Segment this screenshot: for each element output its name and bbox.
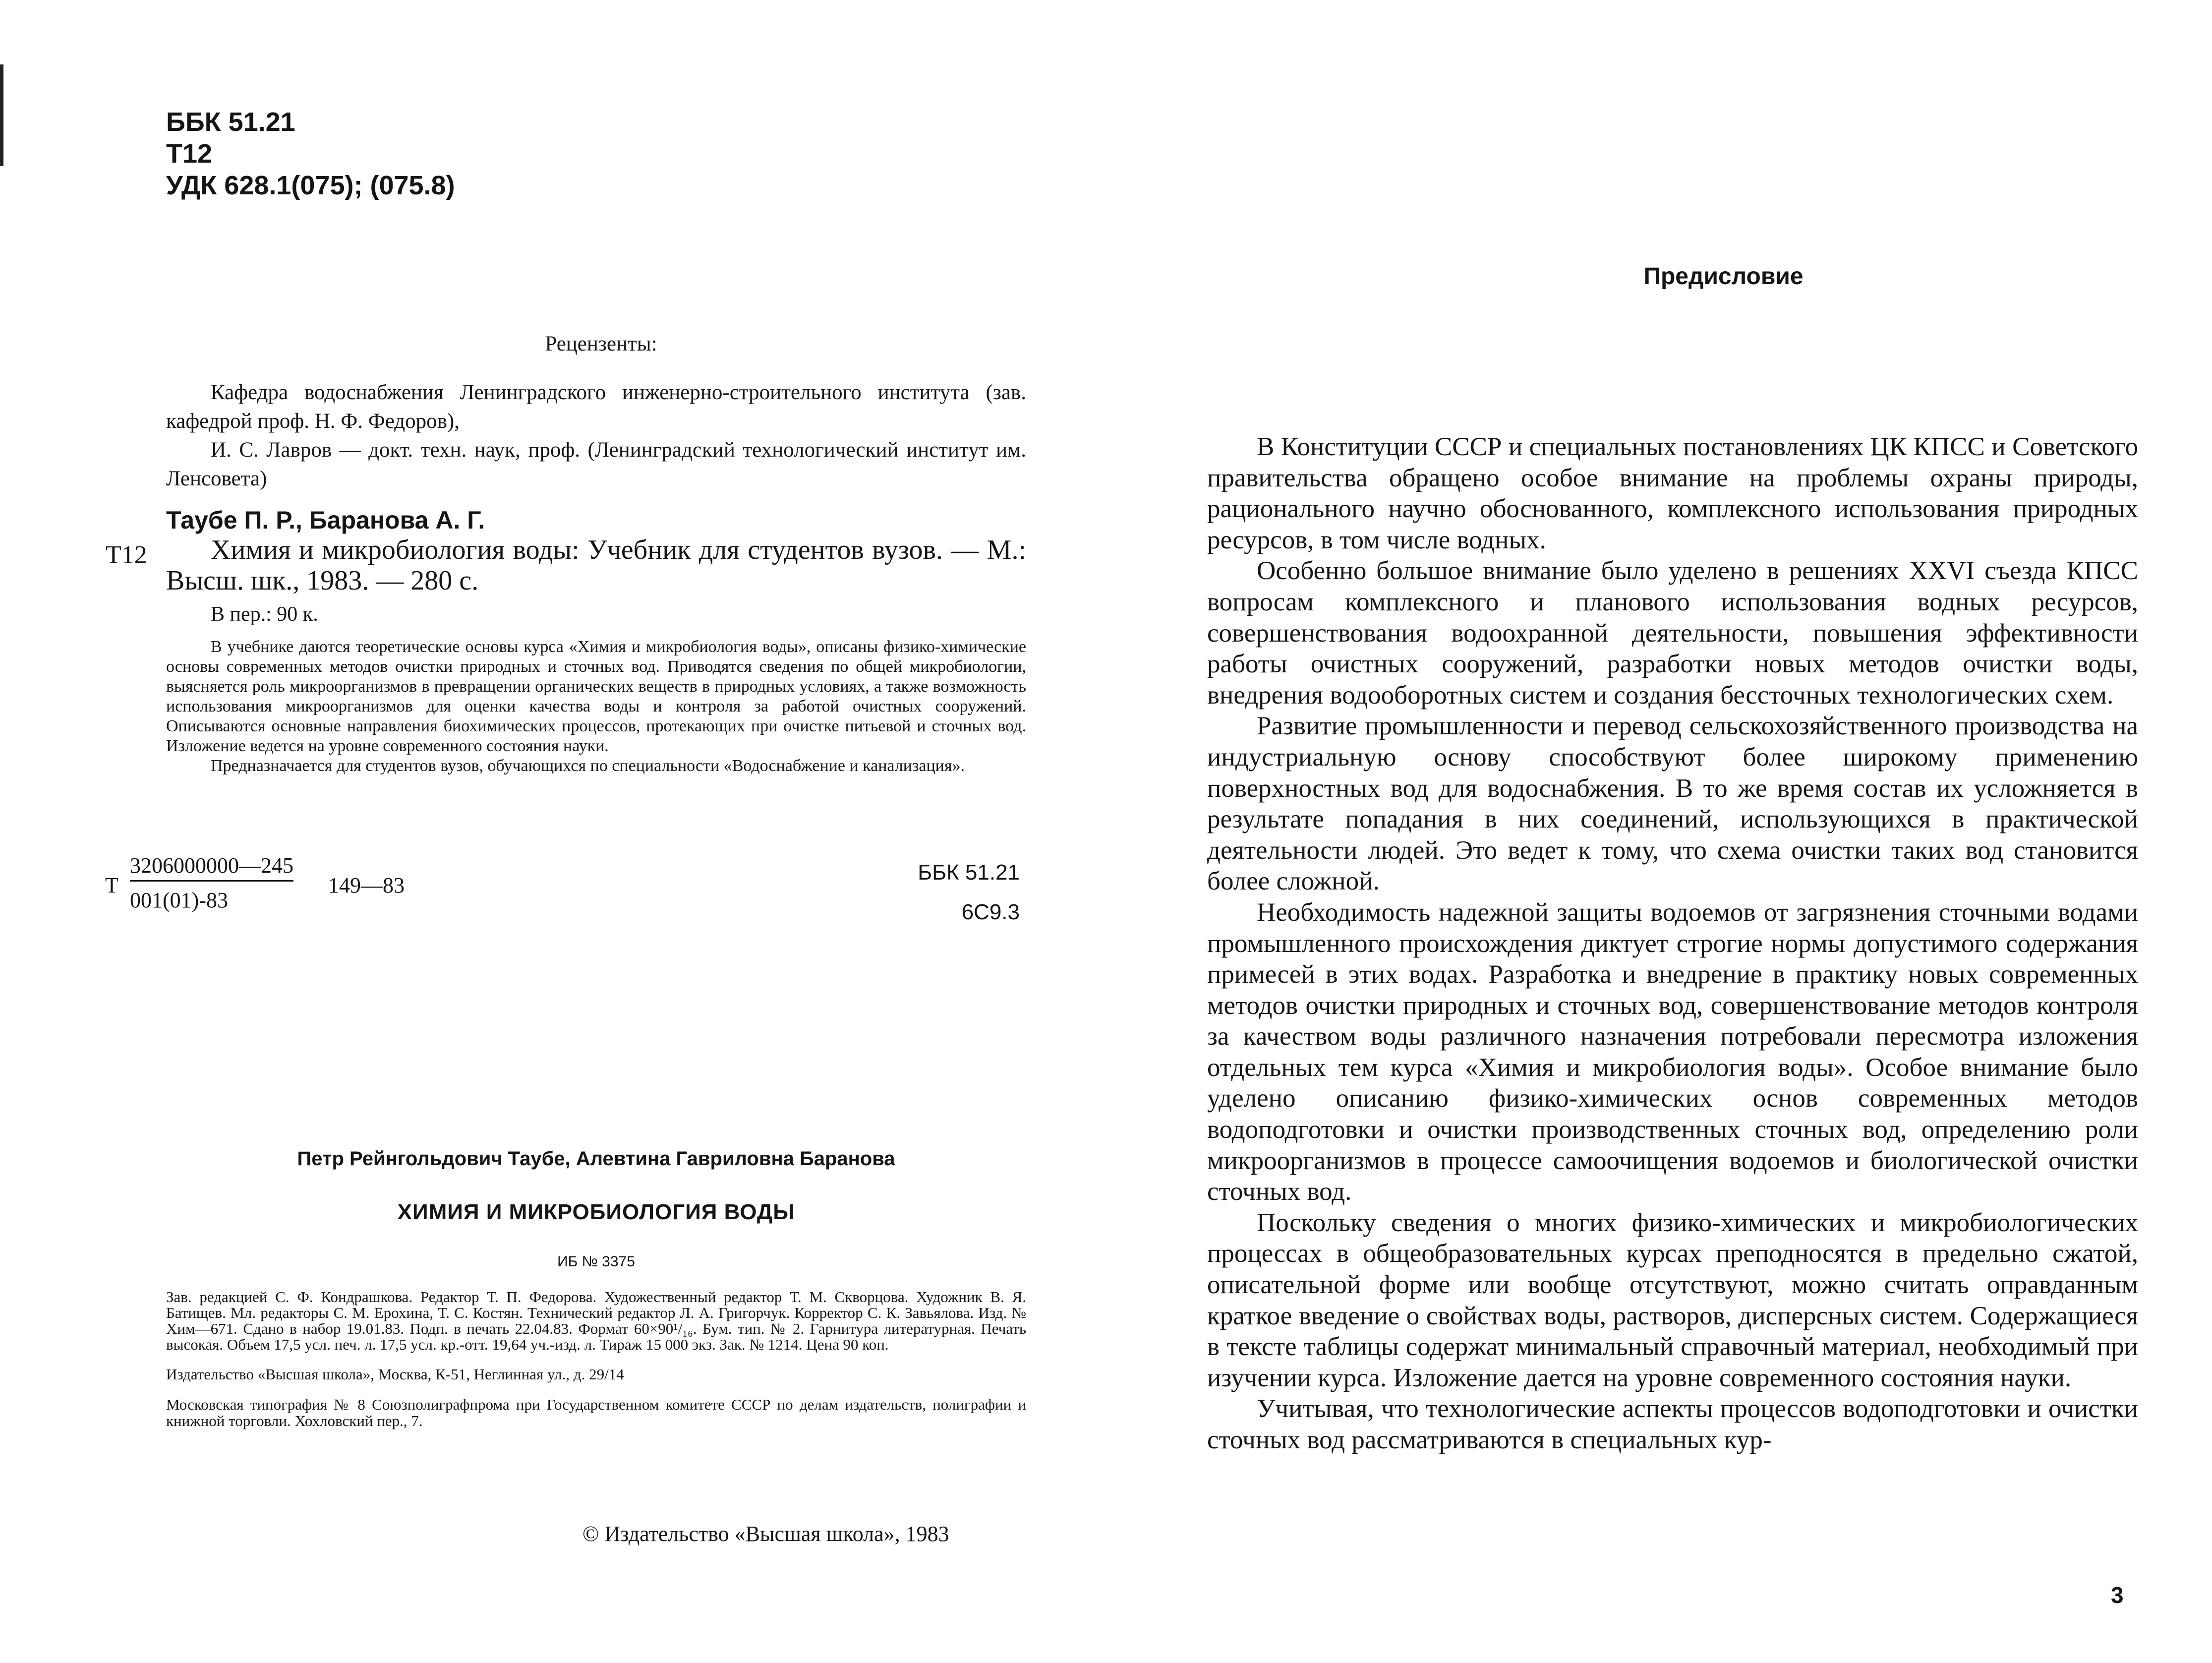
publication-code [105,853,1047,927]
code-denominator: 001(01)-83 [130,888,228,912]
preface-paragraph: Необходимость надежной защиты водоемов от загрязнения сточными водами промышленного происхождения диктует строгие нормы допустимого содержания примесей в этих водах. Разработка и внедрение в практику новых современных методов очистки природных и сточных вод, совершенствование методов контроля за качеством воды различного назначения потребовали пересмотра изложения отдельных тем курса «Химия и микробиология воды». Особое внимание было уделено описанию физико-химических основ современных методов водоподготовки и очистки производственных сточных вод, определению роли микроорганизмов в процессе самоочищения водоемов и биологической очистки сточных вод. [1207,897,2138,1206]
reviewers-title: Рецензенты: [545,332,657,356]
book-title: ХИМИЯ И МИКРОБИОЛОГИЯ ВОДЫ [397,1200,795,1224]
preface-paragraph: Особенно большое внимание было уделено в решениях XXVI съезда КПСС вопросам комплексного и планового использования водных ресурсов, совершенствования водоохранной деятельности, повышения эффективности работы очистных сооружений, разработки новых методов очистки воды, внедрения водооборотных систем и создания бессточных технологических схем. [1207,556,2138,710]
udk-code: УДК 628.1(075); (075.8) [166,171,455,200]
preface-paragraph: В Конституции СССР и специальных постановлениях ЦК КПСС и Советского правительства обращено особое внимание на проблемы охраны природы, рационального научно обоснованного, комплексного использования природных ресурсов, в том числе водных. [1207,432,2138,554]
reviewer-item: Кафедра водоснабжения Ленинградского инженерно-строительного института (зав. кафедрой проф. Н. Ф. Федоров), [166,381,1026,433]
imprint-section [166,1148,1026,1429]
preface-paragraph: Развитие промышленности и перевод сельскохозяйственного производства на индустриальную основу способствуют более широкому применению поверхностных вод для водоснабжения. В то же время состав их усложняется в результате попадания в них соединений, использующихся в практической деятельности людей. Это ведет к тому, что схема очистки таких вод становится более сложной. [1207,712,2138,896]
annotation [166,637,1026,776]
classification-block [166,106,455,201]
price: В пер.: 90 к. [211,603,318,626]
preface-paragraph: Поскольку сведения о многих физико-химических и микробиологических процессах в общеобразовательных курсах преподносятся в предельно сжатой, описательной форме или вообще отсутствуют, можно считать оправданным краткое введение о свойствах воды, растворов, дисперсных систем. Содержащиеся в тексте таблицы содержат минимальный справочный материал, необходимый при изучении курса. Изложение дается на уровне современного состояния науки. [1207,1208,2138,1392]
reviewer-item: И. С. Лавров — докт. техн. наук, проф. (Ленинградский технологический институт им. Ленсовета) [166,438,1026,490]
editorial-credits: Зав. редакцией С. Ф. Кондрашкова. Редактор Т. П. Федорова. Художественный редактор Т. М. Скворцова. Художник В. Я. Батищев. Мл. редакторы С. М. Ерохина, Т. С. Костян. Технический редактор Л. А. Григорчук. Корректор С. К. Завьялова. Изд. № Хим—671. Сдано в набор 19.01.83. Подп. в печать 22.04.83. Формат 60×90¹/₁₆. Бум. тип. № 2. Гарнитура литературная. Печать высокая. Объем 17,5 усл. печ. л. 17,5 усл. кр.-отт. 19,64 уч.-изд. л. Тираж 15 000 экз. Зак. № 1214. Цена 90 коп. [166,1288,1026,1353]
preface-paragraph: Учитывая, что технологические аспекты процессов водоподготовки и очистки сточных вод рассматриваются в специальных кур- [1207,1394,2138,1454]
code-subclass: 6С9.3 [961,900,1020,924]
preface-body [1207,431,2138,1456]
code-numerator: 3206000000—245 [130,853,293,882]
copyright-line: © Издательство «Высшая школа», 1983 [582,1522,949,1546]
annotation-paragraph: Предназначается для студентов вузов, обучающихся по специальности «Водоснабжение и канализация». [211,757,965,775]
code-fraction [130,853,293,913]
catalog-mark: Т12 [106,541,147,569]
authors-heading: Таубе П. Р., Баранова А. Г. [166,506,485,534]
code-middle: 149—83 [328,873,405,897]
preface-heading-text: Предисловие [1643,263,1804,290]
code-bbk-value: ББК 51.21 [918,860,1020,885]
code-bbk [918,853,1020,932]
annotation-paragraph: В учебнике даются теоретические основы курса «Химия и микробиология воды», описаны физико-химические основы современных методов очистки природных и сточных вод. Приводятся сведения по общей микробиологии, выясняется роль микроорганизмов в превращении органических веществ в природных условиях, а также возможность использования микроорганизмов для оценки качества воды и контроля за работой очистных сооружений. Описываются основные направления биохимических процессов, протекающих при очистке питьевой и сточных вод. Изложение ведется на уровне современного состояния науки. [166,638,1026,755]
bbk-code: ББК 51.21 [166,107,295,137]
preface-heading [1106,263,2212,290]
code-letter: Т [105,873,118,897]
author-mark: Т12 [166,139,213,169]
bibliographic-text: Химия и микробиология воды: Учебник для студентов вузов. — М.: Высш. шк., 1983. — 280 с. [166,535,1026,596]
ib-number: ИБ № 3375 [557,1253,635,1270]
bibliographic-description [166,535,1026,596]
page-number: 3 [2111,1582,2124,1608]
printer-info: Московская типография № 8 Союзполиграфпрома при Государственном комитете СССР по делам издательств, полиграфии и книжной торговли. Хохловский пер., 7. [166,1396,1026,1429]
publisher-address: Издательство «Высшая школа», Москва, К-51, Неглинная ул., д. 29/14 [166,1366,624,1383]
authors-full-names: Петр Рейнгольдович Таубе, Алевтина Гавриловна Баранова [297,1148,895,1170]
reviewers-section [166,330,1026,493]
